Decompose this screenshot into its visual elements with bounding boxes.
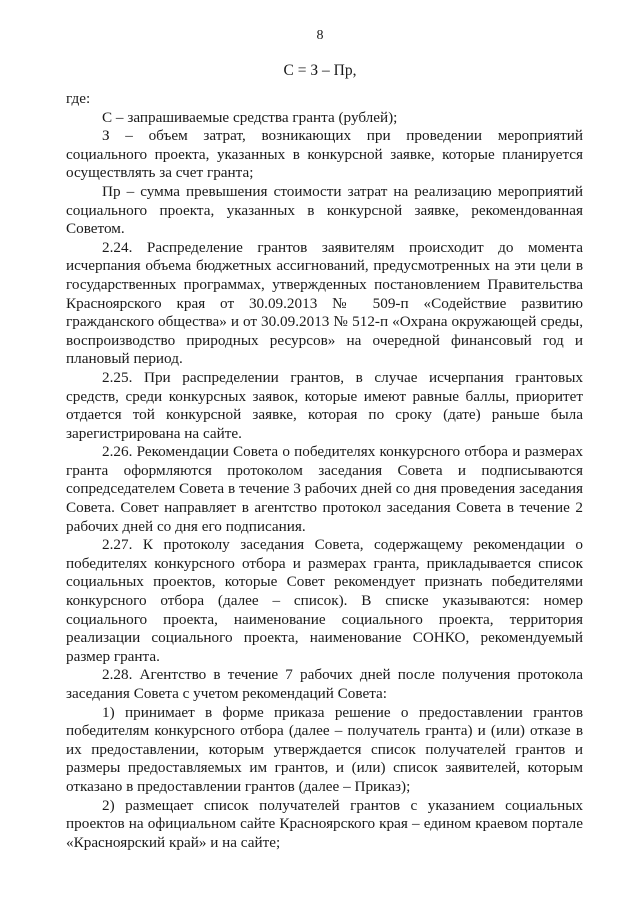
paragraph-def-z: З – объем затрат, возникающих при проведении мероприятий социального проекта, указанных в конкурсной заявке, которые планируется осуществлять за счет гранта; [66,127,583,182]
page-number: 8 [316,28,324,43]
paragraph-def-pr: Пр – сумма превышения стоимости затрат на реализацию мероприятий социального проекта, указанных в конкурсной заявке, рекомендованная Советом. [66,182,583,238]
grant-formula: С = З – Пр, [283,62,357,79]
document-body [66,90,583,852]
paragraph-def-c: С – запрашиваемые средства гранта (рублей); [102,108,398,126]
paragraph-2-28: 2.28. Агентство в течение 7 рабочих дней после получения протокола заседания Совета с учетом рекомендаций Совета: [66,666,583,702]
paragraph-2-28-item-2: 2) размещает список получателей грантов с указанием социальных проектов на официальном сайте Красноярского края – едином краевом портале «Красноярский край» и на сайте; [66,796,583,851]
paragraph-2-28-item-1: 1) принимает в форме приказа решение о предоставлении грантов победителям конкурсного отбора (далее – получатель гранта) и (или) отказе в их предоставлении, которым утверждается список получателей грантов и размеры предоставляемых им грантов, и (или) список заявителей, которым отказано в предоставлении грантов (далее – Приказ); [66,703,583,795]
paragraph-2-25: 2.25. При распределении грантов, в случае исчерпания грантовых средств, среди конкурсных заявок, которые имеют равные баллы, приоритет отдается той конкурсной заявке, которая по сроку (дате) раньше была зарегистрирована на сайте. [66,368,583,442]
paragraph-where: где: [66,90,91,107]
paragraph-2-26: 2.26. Рекомендации Совета о победителях конкурсного отбора и размерах гранта оформляются протоколом заседания Совета и подписываются сопредседателем Совета в течение 3 рабочих дней со дня проведения заседания Совета. Совет направляет в агентство протокол заседания Совета в течение 2 рабочих дней со дня его подписания. [66,443,583,535]
paragraph-2-27: 2.27. К протоколу заседания Совета, содержащему рекомендации о победителях конкурсного отбора и размерах гранта, прикладывается список социальных проектов, которые Совет рекомендует признать победителями конкурсного отбора (далее – список). В списке указываются: номер социального проекта, наименование социального проекта, территория реализации социального проекта, наименование СОНКО, рекомендуемый размер гранта. [66,536,583,665]
paragraph-2-24: 2.24. Распределение грантов заявителям происходит до момента исчерпания объема бюджетных ассигнований, предусмотренных на эти цели в государственных программах, утвержденных постановлением Правительства Красноярского края от 30.09.2013 № 509-п «Содействие развитию гражданского общества» и от 30.09.2013 № 512-п «Охрана окружающей среды, воспроизводство природных ресурсов» на очередной финансовый год и плановый период. [66,238,583,368]
